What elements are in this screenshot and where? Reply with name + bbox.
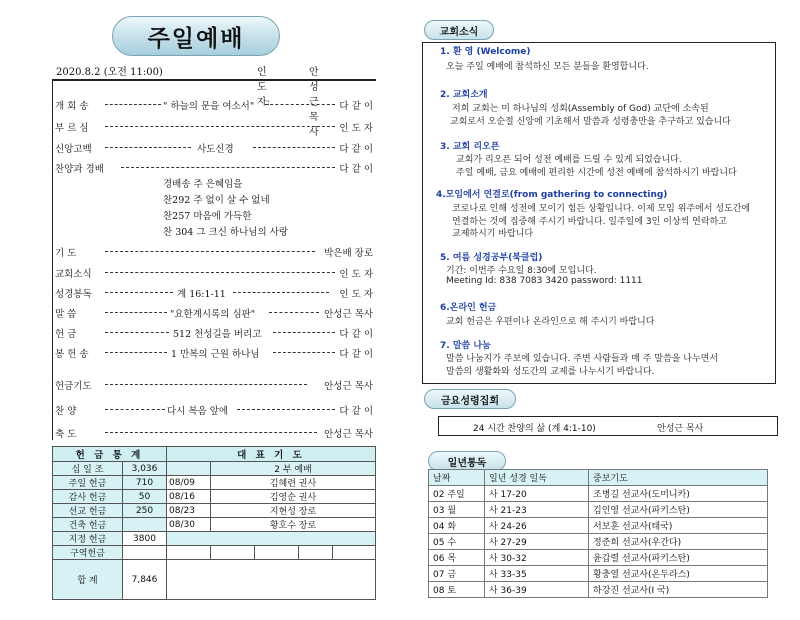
order-leader: 안성근 목사: [324, 381, 373, 392]
friday-service-box: [438, 416, 778, 436]
order-leader: 다 같 이: [339, 144, 373, 155]
order-label: 기 도: [55, 248, 77, 259]
order-label: 헌 금: [55, 329, 77, 340]
table-row: 03 월 사 21-23 김인영 선교사(파키스탄): [429, 502, 768, 518]
total-amount: 7,846: [123, 560, 167, 600]
news-text: 기간: 이번주 수요일 8:30에 모입니다.: [446, 266, 597, 276]
table-row: 08 토 사 36-39 하강진 선교사(I 국): [429, 582, 768, 598]
daily-reading-table: [428, 469, 768, 598]
order-leader: 다 같 이: [339, 329, 373, 340]
order-content: 다시 복음 앞에: [167, 406, 229, 417]
news-text: 교회가 리오픈 되어 성전 예배를 드릴 수 있게 되었습니다.: [456, 155, 682, 165]
table-row: 06 목 사 30-32 윤갑렬 선교사(파키스탄): [429, 550, 768, 566]
order-item: [55, 161, 373, 175]
table-row: 주일 헌금 710 08/09 김혜련 권사: [53, 476, 376, 490]
service-date: 2020.8.2 (오전 11:00): [56, 67, 163, 78]
table-row: 건축 헌금 08/30 황호수 장로: [53, 518, 376, 532]
table-row: 04 화 사 24-26 서보훈 선교사(태국): [429, 518, 768, 534]
order-item: [55, 98, 373, 112]
table-row: 02 주일 사 17-20 조병길 선교사(도미니카): [429, 486, 768, 502]
hymn-item: 찬257 마음에 가득한: [163, 211, 252, 222]
hymn-list: [163, 177, 288, 241]
news-text: 교회 헌금은 우편이나 온라인으로 해 주시기 바랍니다: [446, 317, 655, 327]
order-item: [55, 306, 373, 320]
friday-speaker: 안성근 목사: [657, 424, 704, 434]
order-label: 말 씀: [55, 309, 77, 320]
table-row: 선교 헌금 250 08/23 지현성 장로: [53, 504, 376, 518]
order-leader: 인 도 자: [339, 269, 373, 280]
order-content: 512 천성길을 버리고: [173, 329, 262, 340]
hymn-item: 찬 304 그 크신 하나님의 사랑: [163, 227, 289, 238]
news-text: 말씀의 생활화와 성도간의 교제를 나누시기 바랍니다.: [446, 367, 655, 377]
order-label: 축 도: [55, 429, 77, 440]
news-heading: 3. 교회 리오픈: [440, 142, 500, 152]
order-label: 개 회 송: [55, 101, 89, 112]
news-title: 교회소식: [424, 20, 494, 40]
friday-title: 금요성령집회: [424, 389, 516, 409]
order-item: [55, 266, 373, 280]
order-leader: 다 같 이: [339, 349, 373, 360]
order-label: 신앙고백: [55, 144, 92, 155]
order-leader: 다 같 이: [339, 164, 373, 175]
order-content: 계 16:1-11: [177, 289, 226, 300]
header-divider: [52, 79, 376, 81]
order-item: [55, 141, 373, 155]
order-leader: 인 도 자: [339, 289, 373, 300]
order-content: 1 만복의 근원 하나님: [171, 349, 260, 360]
order-label: 찬 양: [55, 406, 77, 417]
table-header: 날짜 일년 성경 일독 중보기도: [429, 470, 768, 486]
table-row: 05 수 사 27-29 정준희 선교사(우간다): [429, 534, 768, 550]
table-row: 감사 헌금 50 08/16 김영순 권사: [53, 490, 376, 504]
news-text: 주일 예배, 금요 예배에 편리한 시간에 성전 예배에 참석하시기 바랍니다: [456, 168, 737, 178]
order-content: " 하늘의 문을 여소서": [163, 101, 255, 112]
news-heading: 1. 환 영 (Welcome): [440, 47, 531, 57]
order-leader: 안성근 목사: [324, 309, 373, 320]
offering-header: 헌 금 통 계: [53, 447, 167, 462]
order-item: [55, 326, 373, 340]
total-label: 합 계: [53, 560, 123, 600]
table-row: 십 일 조 3,036 2 부 예배: [53, 462, 376, 476]
order-leader: 박은배 장로: [324, 248, 373, 259]
table-row: 지정 헌금 3800: [53, 532, 376, 546]
news-text: 오늘 주일 예배에 참석하신 모든 분들을 환영합니다.: [446, 62, 649, 72]
order-label: 부 르 심: [55, 123, 89, 134]
news-heading: 6.온라인 헌금: [440, 303, 497, 313]
news-text: 저희 교회는 미 하나님의 성회(Assembly of God) 교단에 소속된: [452, 104, 709, 114]
left-border: [52, 80, 53, 440]
news-heading: 4.모임에서 연결로(from gathering to connecting): [436, 190, 668, 200]
offering-table: [52, 446, 376, 600]
news-heading: 5. 여름 성경공부(북클럽): [440, 253, 543, 263]
order-leader: 인 도 자: [339, 123, 373, 134]
page-title: 주일예배: [112, 16, 280, 56]
order-item: [55, 245, 373, 259]
hymn-item: 경배송 주 은혜임을: [163, 179, 243, 190]
order-item: [55, 286, 373, 300]
table-row: 07 금 사 33-35 황충열 선교사(온두라스): [429, 566, 768, 582]
order-item: [55, 403, 373, 417]
order-label: 성경봉독: [55, 289, 92, 300]
presider-name: 안성근 목사: [309, 67, 319, 138]
prayer-header: 대 표 기 도: [167, 447, 376, 462]
news-text: 교회로서 오순절 신앙에 기초해서 말씀과 성령충만을 추구하고 있습니다: [450, 117, 731, 127]
order-leader: 다 같 이: [339, 406, 373, 417]
order-label: 헌금기도: [55, 381, 92, 392]
news-text: 교제하시기 바랍니다: [452, 229, 534, 239]
order-label: 찬양과 경배: [55, 164, 104, 175]
order-leader: 안성근 목사: [324, 429, 373, 440]
order-content: "요한계시록의 심판": [170, 309, 256, 320]
order-item: [55, 120, 373, 134]
table-row: [53, 560, 376, 600]
news-heading: 7. 말씀 나눔: [440, 341, 491, 351]
hymn-item: 찬292 주 없이 살 수 없네: [163, 195, 270, 206]
news-text: Meeting Id: 838 7083 3420 password: 1111: [446, 276, 643, 286]
order-label: 교회소식: [55, 269, 92, 280]
friday-sermon: 24 시간 찬양의 삶 (계 4:1-10): [473, 424, 596, 434]
news-text: 연결하는 것에 집중해 주시기 바랍니다. 일주일에 3인 이상씩 연락하고: [452, 217, 727, 227]
news-text: 말씀 나눔지가 주보에 있습니다. 주변 사람들과 매 주 말씀을 나누면서: [446, 354, 719, 364]
news-heading: 2. 교회소개: [440, 90, 488, 100]
order-item: [55, 378, 373, 392]
order-item: [55, 426, 373, 440]
order-leader: 다 같 이: [339, 101, 373, 112]
order-item: [55, 346, 373, 360]
order-label: 봉 헌 송: [55, 349, 89, 360]
presider-label: 인도자:: [257, 67, 271, 108]
order-content: 사도신경: [197, 144, 234, 155]
table-row: 구역헌금: [53, 546, 376, 560]
news-text: 코로나로 인해 성전에 모이기 힘든 상황입니다. 이제 모임 위주에서 성도간에: [452, 204, 751, 214]
daily-reading-title: 일년통독: [428, 451, 506, 471]
